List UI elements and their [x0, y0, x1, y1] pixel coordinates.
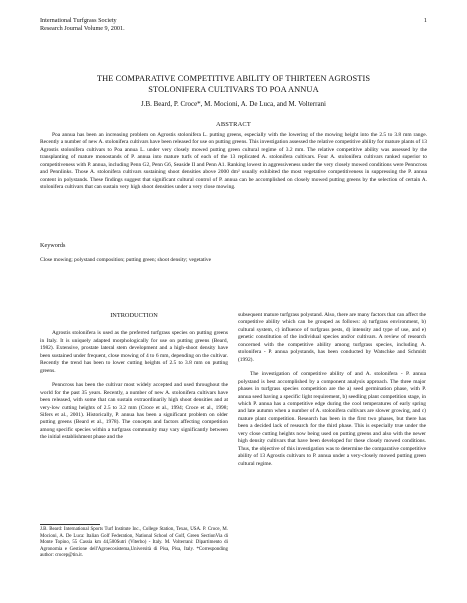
left-column — [40, 312, 228, 442]
intro-paragraph-4: The investigation of competitive ability of and A. stolonifera - P. annua polystand is best accomplished by a component analysis approach. The three major phases in turfgrass species competition are the a) seed germination phase, with P. annua seed having a specific light requirement, b) seedling plant competition stage, in which P. annua has a competitive edge during the cool temperatures of early spring and late autumn when a number of A. stolonifera cultivars are slower growing, and c) mature plant competition. Research has been in the first two phases, but there has been a decided lack of research for the third phase. This is especially true under the very close cutting heights now being used on putting greens and also with the newer high density cultivars that have been developed for these closely mowed conditions. Thus, the objective of this investigation was to determine the comparative competitive ability of 13 Agrostis cultivars to P. annua under a very-closely mowed putting green cultural regime. — [238, 371, 426, 467]
header-journal: Research Journal Volume 9, 2001. — [40, 25, 125, 32]
author-affiliations-footnote: J.B. Beard: International Sports Turf Institute Inc., College Station, Texas, USA. P. Croce, M. Mocioni, A. De Luca: Italian Golf Federation, National School of Golf, Green SectionVia di Monte Topino, 55 Cassia km 44,500Sutri (Viterbo) - Italy. M. Volterrani: Dipartimento di Agronomia e Gestione dell'Agroecosistema,Università di Pisa, Pisa, Italy. *Corresponding author: crocep@tin.it. — [40, 527, 228, 558]
abstract-heading: ABSTRACT — [216, 121, 251, 128]
title-line-1: THE COMPARATIVE COMPETITIVE ABILITY OF THIRTEEN AGROSTIS — [96, 74, 371, 83]
introduction-heading: INTRODUCTION — [110, 312, 158, 319]
keywords-text: Close mowing; polystand composition; putting green; shoot density; vegetative — [40, 257, 211, 263]
paper-title — [40, 73, 427, 95]
intro-paragraph-2: Penncross has been the cultivar most widely accepted and used throughout the world for the past 35 years. Recently, a number of new A. stolonifera cultivars have been released, with some that can sustain extraordinarily high shoot densities and at very-low cutting heights of 2.5 to 3.2 mm (Croce et al., 1994; Croce et al., 1998; Sifers et al., 2001). Historically, P. annua has been a significant problem on older putting greens (Beard et al., 1978). The concepts and factors affecting competition among specific species within a turfgrass community may vary significantly between the initial establishment phase and the — [40, 382, 228, 441]
intro-paragraph-1: Agrostis stolonifera is used as the preferred turfgrass species on putting greens in Italy. It is uniquely adapted morphologically for use on putting greens (Beard, 1982). Extensive, prostate lateral stem development and a high-shoot density have been sustained under frequent, close mowing of 4 to 6 mm, depending on the cultivar. Recently the trend has been to lower cutting heights of 2.5 to 3.8 mm on putting greens. — [40, 330, 228, 374]
intro-paragraph-3: subsequent mature turfgrass polystand. Also, there are many factors that can affect the competitive ability which can be grouped as follows: a) turfgrass environment, b) cultural system, c) influence of turfgrass pests, d) intensity and type of use, and e) genetic constitution of the individual species and/or cultivars. A review of research concerned with the competitive ability among turfgrass species, including A. stolonifera - P. annua polystands, has been conducted by Watschke and Schmidt (1992). — [238, 312, 426, 363]
author-list: J.B. Beard, P. Croce*, M. Mocioni, A. De Luca, and M. Volterrani — [140, 100, 327, 108]
title-line-2: STOLONIFERA CULTIVARS TO POA ANNUA — [148, 85, 319, 94]
running-header — [40, 17, 125, 33]
keywords-heading: Keywords — [40, 242, 66, 249]
page-number: 1 — [423, 17, 427, 24]
abstract-text: Poa annua has been an increasing problem on Agrostis stolonifera L. putting greens, especially with the lowering of the mowing height into the 2.5 to 3.8 mm range. Recently a number of new A. stolonifera cultivars have been released for use on putting greens. This investigation assessed the relative competitive ability for mature plants of 13 Agrostis stolonifera cultivars to Poa annua L. under very closely mowed putting green cultural regime of 3.2 mm. The relative competitive ability was assessed by the transplanting of mature monostands of P. annua into mature turfs of each of the 13 replicated A. stolonifera cultivars. Four A. stolonifera cultivars ranked superior to competitiveness with P. annua, including Penn G2, Penn G6, Seaside II and Penn A1. Ranking lowest in aggressiveness under the very closely mowed conditions were Penncross and Pennlinks. Those A. stolonifera cultivars sustaining shoot densities above 2000 dm² usually exhibited the most vegetative competitiveness in suppressing the P. annua content in polystands. These findings suggest that significant cultural control of P. annua can be accomplished on closely mowed putting greens by the selection of certain A. stolonifera cultivars that can sustain very high shoot densities under a very close mowing. — [40, 132, 427, 191]
right-column — [238, 312, 426, 468]
footnote-rule — [40, 524, 100, 525]
header-society: International Turfgrass Society — [40, 17, 117, 24]
